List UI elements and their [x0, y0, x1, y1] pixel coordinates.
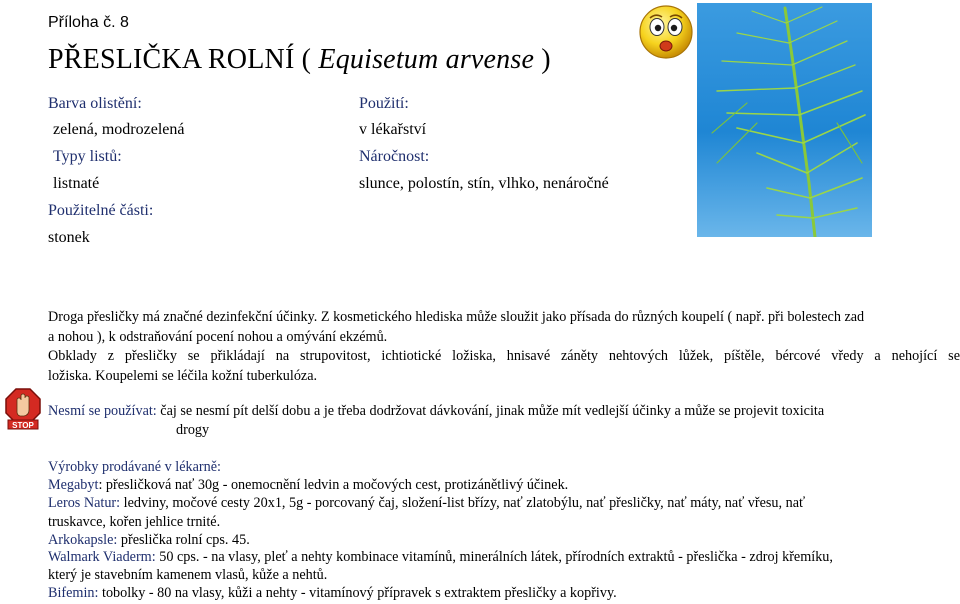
warning-line2: drogy [176, 422, 210, 438]
paragraph-compresses-line1: Obklady z přesličky se přikládají na strupovitost, ichtiotické ložiska, hnisavé záněty nehtových lůžek, píštěle, bércové vředy a nehojící se [48, 348, 960, 364]
product-brand: Leros Natur: [48, 495, 121, 511]
title-latin: Equisetum arvense [318, 44, 535, 75]
title-end: ) [541, 44, 551, 75]
product-leros-cont: truskavce, kořen jehlice trnité. [48, 514, 221, 530]
paragraph-effects-line1: Droga přesličky má značné dezinfekční účinky. Z kosmetického hlediska může sloužit jako přísada do různých koupelí ( např. při bolestech zad [48, 309, 865, 325]
barva-label: Barva olistění: [48, 95, 142, 112]
pouziti-label: Použití: [359, 95, 409, 112]
product-walmark-cont: který je stavebním kamenem vlasů, kůže a nehtů. [48, 567, 328, 583]
surprised-smiley-icon [638, 4, 694, 60]
paragraph-effects [48, 308, 960, 347]
typy-label: Typy listů: [53, 148, 122, 165]
paragraph-compresses [48, 347, 960, 386]
appendix-label: Příloha č. 8 [48, 14, 129, 31]
products-heading: Výrobky prodávané v lékarně: [48, 459, 221, 475]
pouziti-value: v lékařství [359, 121, 427, 138]
product-text: přeslička rolní cps. 45. [117, 532, 250, 548]
product-text: 50 cps. - na vlasy, pleť a nehty kombinace vitamínů, minerálních látek, přírodních extraktů - přeslička - zdroj křemíku, [155, 549, 833, 565]
product-brand: Arkokapsle: [48, 532, 118, 548]
product-brand: Bifemin: [48, 585, 99, 601]
product-text: tobolky - 80 na vlasy, kůži a nehty - vitamínový přípravek s extraktem přesličky a kopřivy. [98, 585, 617, 601]
warning-text: čaj se nesmí pít delší dobu a je třeba dodržovat dávkování, jinak může mít vedlejší účinky a může se projevit toxicita [160, 403, 825, 419]
paragraph-effects-line2: a nohou ), k odstraňování pocení nohou a omývání ekzémů. [48, 328, 388, 345]
casti-label: Použitelné části: [48, 202, 154, 219]
stop-hand-icon [5, 388, 41, 430]
title-main: PŘESLIČKA ROLNÍ ( [48, 44, 312, 75]
product-walmark [48, 548, 833, 568]
narocnost-value: slunce, polostín, stín, vlhko, nenáročné [359, 175, 609, 192]
svg-text:STOP: STOP [12, 421, 34, 430]
product-brand: Walmark Viaderm: [48, 549, 156, 565]
page-title [48, 44, 551, 76]
horsetail-plant-photo [697, 3, 872, 237]
paragraph-compresses-line2: ložiska. Koupelemi se léčila kožní tuberkulóza. [48, 367, 318, 384]
casti-value: stonek [48, 229, 90, 246]
barva-value: zelená, modrozelená [53, 121, 185, 138]
product-megabyt [48, 476, 568, 496]
typy-value: listnaté [53, 175, 100, 192]
narocnost-label: Náročnost: [359, 148, 430, 165]
product-bifemin [48, 584, 617, 604]
product-brand: Megabyt [48, 477, 99, 493]
product-leros [48, 494, 805, 514]
product-text: ledviny, močové cesty 20x1, 5g - porcovaný čaj, složení-list břízy, nať zlatobýlu, nať přesličky, nať máty, nať vřesu, nať [120, 495, 806, 511]
product-text: : přesličková nať 30g - onemocnění ledvin a močových cest, protizánětlivý účinek. [98, 477, 569, 493]
warning-label: Nesmí se používat: [48, 403, 157, 419]
warning-line1 [48, 402, 824, 422]
